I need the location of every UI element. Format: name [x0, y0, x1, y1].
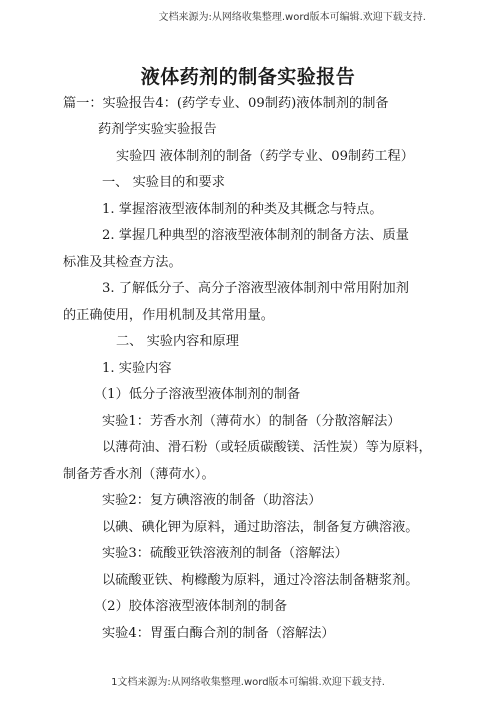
- section-heading: 一、 实验目的和要求: [102, 175, 225, 190]
- body-line: 实验四 液体制剂的制备（药学专业、09制药工程）: [116, 149, 414, 164]
- body-line: 以硫酸亚铁、枸橼酸为原料，通过冷溶法制备糖浆剂。: [102, 573, 419, 588]
- body-line: 以薄荷油、滑石粉（或轻质碳酸镁、活性炭）等为原料，: [102, 440, 432, 455]
- body-line: 药剂学实验实验报告: [98, 122, 217, 137]
- body-line: 实验2：复方碘溶液的制备（助溶法）: [102, 493, 322, 508]
- body-line: 制备芳香水剂（薄荷水）。: [63, 467, 215, 482]
- body-line: 以碘、碘化钾为原料，通过助溶法，制备复方碘溶液。: [102, 520, 419, 535]
- body-line: 的正确使用，作用机制及其常用量。: [63, 308, 274, 323]
- body-line: （2）胶体溶液型液体制剂的制备: [94, 599, 288, 614]
- body-line: 1. 掌握溶液型液体制剂的种类及其概念与特点。: [102, 202, 383, 217]
- body-line: 实验4：胃蛋白酶合剂的制备（溶解法）: [102, 626, 335, 641]
- body-line: 3. 了解低分子、高分子溶液型液体制剂中常用附加剂: [102, 281, 409, 296]
- page-header: 文档来源为:从网络收集整理.word版本可编辑.欢迎下载支持.: [158, 12, 426, 23]
- body-line: 1. 实验内容: [102, 361, 172, 376]
- body-line: 2. 掌握几种典型的溶液型液体制剂的制备方法、质量: [102, 228, 409, 243]
- section-heading: 二、 实验内容和原理: [116, 334, 239, 349]
- body-line: 实验3：硫酸亚铁溶液剂的制备（溶解法）: [102, 546, 348, 561]
- body-line: （1）低分子溶液型液体制剂的制备: [94, 387, 301, 402]
- body-line: 篇一：实验报告4：(药学专业、09制药)液体制剂的制备: [63, 96, 389, 111]
- page-footer: 1文档来源为:从网络收集整理.word版本可编辑.欢迎下载支持.: [111, 677, 385, 688]
- body-line: 实验1：芳香水剂（薄荷水）的制备（分散溶解法）: [102, 414, 401, 429]
- document-title: 液体药剂的制备实验报告: [140, 66, 356, 88]
- body-line: 标准及其检查方法。: [63, 255, 182, 270]
